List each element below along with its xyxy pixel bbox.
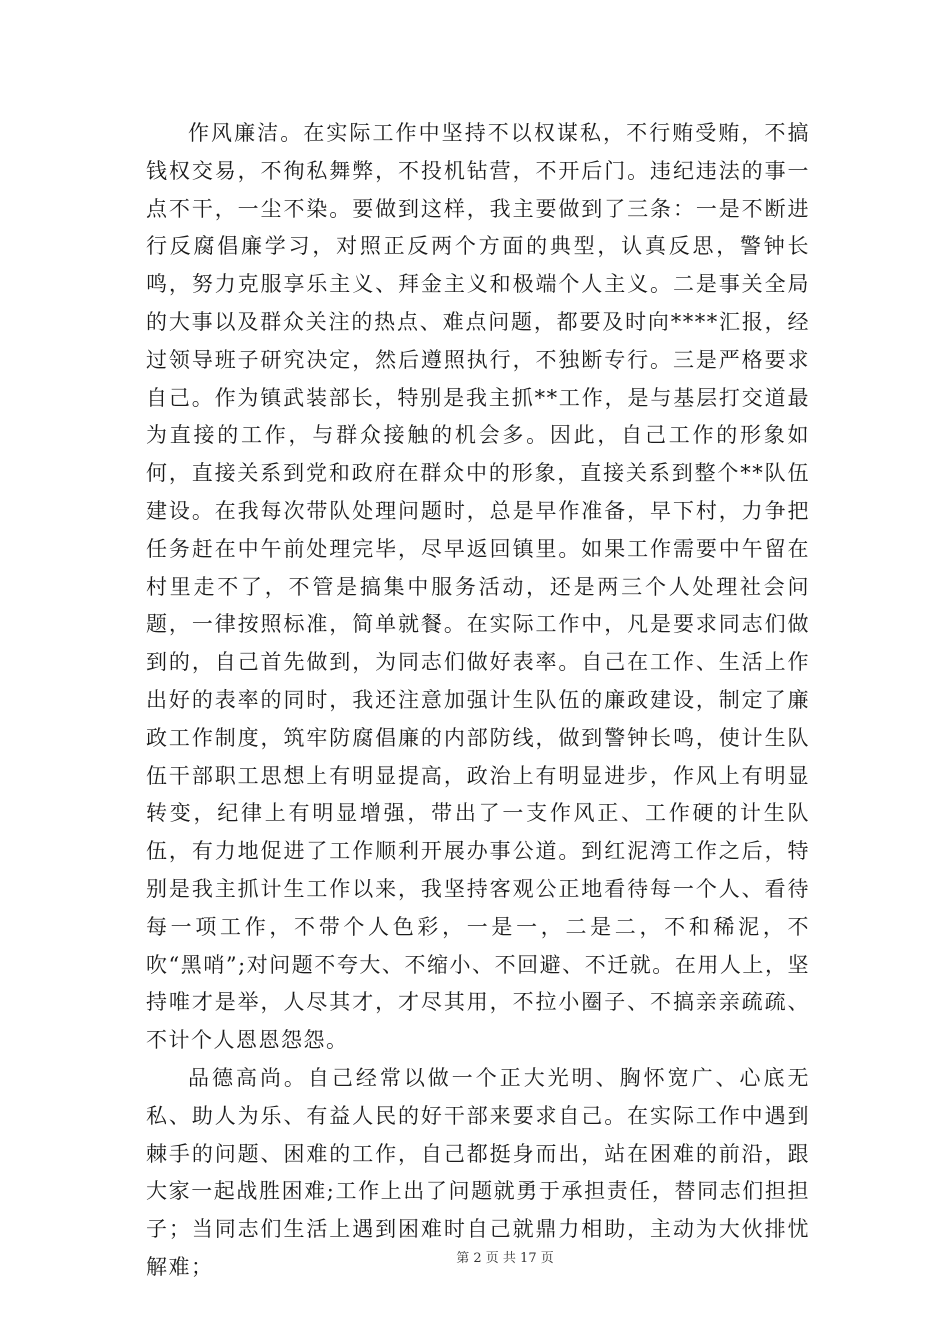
paragraph-integrity: 作风廉洁。在实际工作中坚持不以权谋私，不行贿受贿，不搞钱权交易，不徇私舞弊，不投机钻营，不开后门。违纪违法的事一点不干，一尘不染。要做到这样，我主要做到了三条：一是不断进行反腐倡廉学习，对照正反两个方面的典型，认真反思，警钟长鸣，努力克服享乐主义、拜金主义和极端个人主义。二是事关全局的大事以及群众关注的热点、难点问题，都要及时向****汇报，经过领导班子研究决定，然后遵照执行，不独断专行。三是严格要求自己。作为镇武装部长，特别是我主抓**工作，是与基层打交道最为直接的工作，与群众接触的机会多。因此，自己工作的形象如何，直接关系到党和政府在群众中的形象，直接关系到整个**队伍建设。在我每次带队处理问题时，总是早作准备，早下村，力争把任务赶在中午前处理完毕，尽早返回镇里。如果工作需要中午留在村里走不了，不管是搞集中服务活动，还是两三个人处理社会问题，一律按照标准，简单就餐。在实际工作中，凡是要求同志们做到的，自己首先做到，为同志们做好表率。自己在工作、生活上作出好的表率的同时，我还注意加强计生队伍的廉政建设，制定了廉政工作制度，筑牢防腐倡廉的内部防线，做到警钟长鸣，使计生队伍干部职工思想上有明显提高，政治上有明显进步，作风上有明显转变，纪律上有明显增强，带出了一支作风正、工作硬的计生队伍，有力地促进了工作顺利开展办事公道。到红泥湾工作之后，特别是我主抓计生工作以来，我坚持客观公正地看待每一个人、看待每一项工作，不带个人色彩，一是一，二是二，不和稀泥，不吹“黑哨”;对问题不夸大、不缩小、不回避、不迁就。在用人上，坚持唯才是举，人尽其才，才尽其用，不拉小圈子、不搞亲亲疏疏、不计个人恩恩怨怨。 bbox=[146, 121, 810, 1053]
page-number-footer: 第 2 页 共 17 页 bbox=[456, 1251, 554, 1266]
paragraph-character: 品德高尚。自己经常以做一个正大光明、胸怀宽广、心底无私、助人为乐、有益人民的好干部来要求自己。在实际工作中遇到棘手的问题、困难的工作，自己都挺身而出，站在困难的前沿，跟大家一起战胜困难;工作上出了问题就勇于承担责任，替同志们担担子；当同志们生活上遇到困难时自己就鼎力相助，主动为大伙排忧解难； bbox=[146, 1065, 810, 1279]
document-body bbox=[146, 115, 810, 1287]
